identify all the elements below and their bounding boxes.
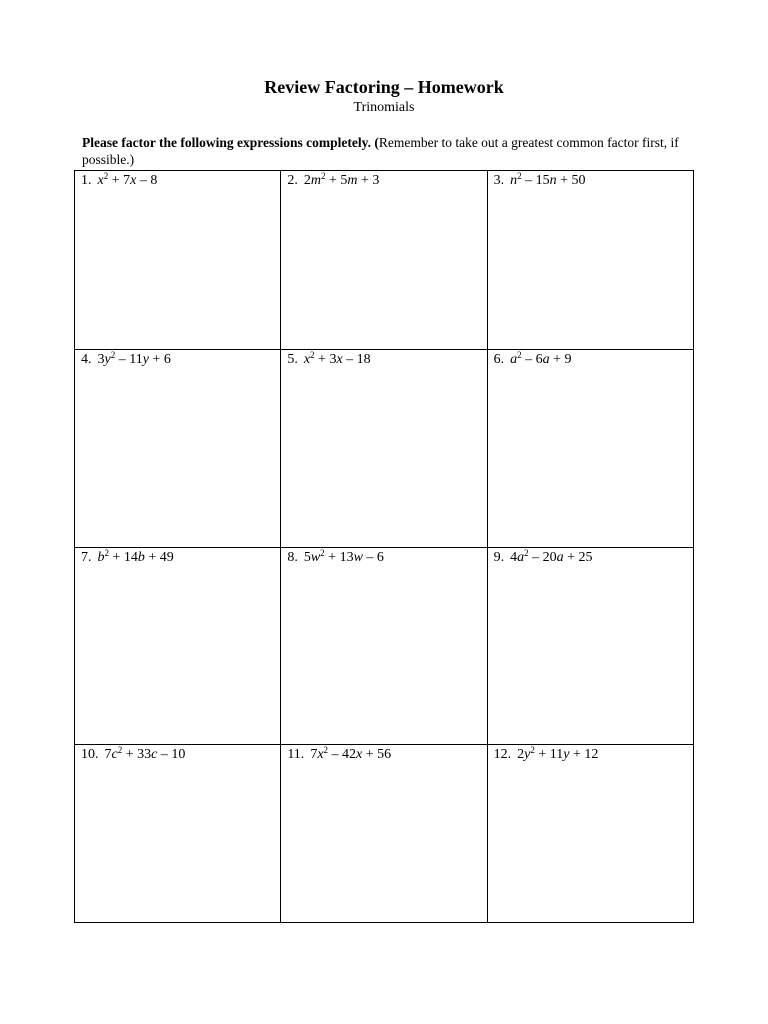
problem-cell[interactable] <box>75 745 281 923</box>
expression-part: + 56 <box>362 747 392 762</box>
expression-part: + 14 <box>109 550 138 565</box>
expression-part: – 8 <box>136 173 158 188</box>
expression-part: + 25 <box>563 550 593 565</box>
expression-part: 2 <box>517 747 525 762</box>
expression-part: 4 <box>510 550 518 565</box>
problem-label <box>488 548 693 566</box>
problem-number: 2. <box>287 173 298 188</box>
problem-number: 5. <box>287 352 298 367</box>
variable: m <box>310 173 321 188</box>
problem-cell[interactable] <box>281 171 487 350</box>
problem-cell[interactable] <box>75 171 281 350</box>
problem-expression <box>304 173 380 188</box>
expression-part: + 5 <box>325 173 348 188</box>
variable: x <box>130 173 137 188</box>
problem-expression <box>510 173 585 188</box>
expression-part: – 42 <box>328 747 357 762</box>
page-title: Review Factoring – Homework <box>264 77 504 97</box>
problem-cell[interactable] <box>487 548 693 745</box>
problem-expression <box>105 747 186 762</box>
problem-number: 7. <box>81 550 92 565</box>
expression-part: + 3 <box>314 352 337 367</box>
exponent: 2 <box>117 745 123 755</box>
variable: c <box>111 747 118 762</box>
problem-label <box>488 350 693 368</box>
variable: b <box>97 550 105 565</box>
variable: y <box>104 352 111 367</box>
instructions-bold-text: Please factor the following expressions completely. ( <box>82 135 379 150</box>
variable: a <box>556 550 564 565</box>
exponent: 2 <box>524 548 529 558</box>
expression-part: 3 <box>97 352 105 367</box>
problem-label <box>281 745 486 763</box>
expression-part: – 18 <box>342 352 371 367</box>
problem-number: 11. <box>287 747 305 762</box>
variable: w <box>310 550 321 565</box>
expression-part: + 12 <box>569 747 599 762</box>
problem-row <box>75 350 694 548</box>
variable: b <box>137 550 145 565</box>
problem-cell[interactable] <box>281 745 487 923</box>
page-subtitle: Trinomials <box>353 100 415 115</box>
variable: a <box>510 352 518 367</box>
instructions <box>82 134 682 168</box>
variable: x <box>97 173 104 188</box>
variable: x <box>356 747 363 762</box>
problem-cell[interactable] <box>281 548 487 745</box>
problem-label <box>75 745 280 763</box>
variable: w <box>353 550 363 565</box>
problem-row <box>75 171 694 350</box>
problem-expression <box>98 173 158 188</box>
problem-expression <box>304 550 384 565</box>
exponent: 2 <box>104 548 109 558</box>
problem-cell[interactable] <box>487 745 693 923</box>
problem-expression <box>510 550 592 565</box>
problem-cell[interactable] <box>75 548 281 745</box>
expression-part: 5 <box>303 550 311 565</box>
expression-part: – 11 <box>115 352 143 367</box>
variable: a <box>542 352 550 367</box>
problem-cell[interactable] <box>487 171 693 350</box>
exponent: 2 <box>320 171 326 181</box>
problem-row <box>75 745 694 923</box>
exponent: 2 <box>110 350 116 360</box>
problem-number: 9. <box>493 550 505 565</box>
problem-number: 4. <box>81 352 92 367</box>
variable: y <box>142 352 149 367</box>
variable: x <box>317 747 324 762</box>
problem-number: 6. <box>493 352 505 367</box>
problem-expression <box>310 747 391 762</box>
expression-part: – 20 <box>528 550 557 565</box>
expression-part: + 6 <box>148 352 171 367</box>
problem-number: 3. <box>493 173 505 188</box>
expression-part: – 15 <box>521 173 550 188</box>
problem-label <box>75 548 280 566</box>
expression-part: + 9 <box>549 352 572 367</box>
variable: y <box>563 747 570 762</box>
problem-number: 12. <box>493 747 512 762</box>
problem-number: 10. <box>81 747 99 762</box>
exponent: 2 <box>103 171 109 181</box>
variable: c <box>151 747 158 762</box>
variable: y <box>524 747 531 762</box>
problem-label <box>281 548 486 566</box>
expression-part: + 3 <box>357 173 380 188</box>
problem-cell[interactable] <box>281 350 487 548</box>
problem-expression <box>304 352 371 367</box>
problem-label <box>75 171 280 189</box>
variable: m <box>347 173 358 188</box>
expression-part: + 33 <box>122 747 152 762</box>
expression-part: – 6 <box>521 352 543 367</box>
expression-part: + 49 <box>144 550 174 565</box>
problem-expression <box>98 352 171 367</box>
variable: x <box>336 352 343 367</box>
problem-label <box>75 350 280 368</box>
expression-part: 2 <box>303 173 311 188</box>
problem-number: 8. <box>287 550 298 565</box>
problem-label <box>488 745 693 763</box>
problem-row <box>75 548 694 745</box>
exponent: 2 <box>320 548 325 558</box>
exponent: 2 <box>530 745 535 755</box>
variable: n <box>549 173 557 188</box>
problem-number: 1. <box>81 173 92 188</box>
problem-expression <box>98 550 174 565</box>
expression-part: + 13 <box>324 550 354 565</box>
expression-part: – 6 <box>362 550 384 565</box>
problem-label <box>281 171 486 189</box>
expression-part: – 10 <box>157 747 186 762</box>
exponent: 2 <box>517 350 522 360</box>
variable: a <box>517 550 525 565</box>
problem-label <box>488 171 693 189</box>
variable: x <box>303 352 311 367</box>
expression-part: + 50 <box>556 173 586 188</box>
variable: n <box>510 173 518 188</box>
problem-label <box>281 350 486 368</box>
problem-expression <box>510 352 571 367</box>
problem-expression <box>517 747 598 762</box>
expression-part: 7 <box>310 747 318 762</box>
problem-cell[interactable] <box>75 350 281 548</box>
exponent: 2 <box>517 171 522 181</box>
expression-part: + 7 <box>108 173 131 188</box>
expression-part: 7 <box>104 747 112 762</box>
expression-part: + 11 <box>534 747 564 762</box>
exponent: 2 <box>310 350 315 360</box>
exponent: 2 <box>323 745 329 755</box>
problem-cell[interactable] <box>487 350 693 548</box>
problem-grid <box>74 170 694 923</box>
instructions-normal-text: Remember to take out a greatest common factor first, if possible.) <box>82 135 679 167</box>
